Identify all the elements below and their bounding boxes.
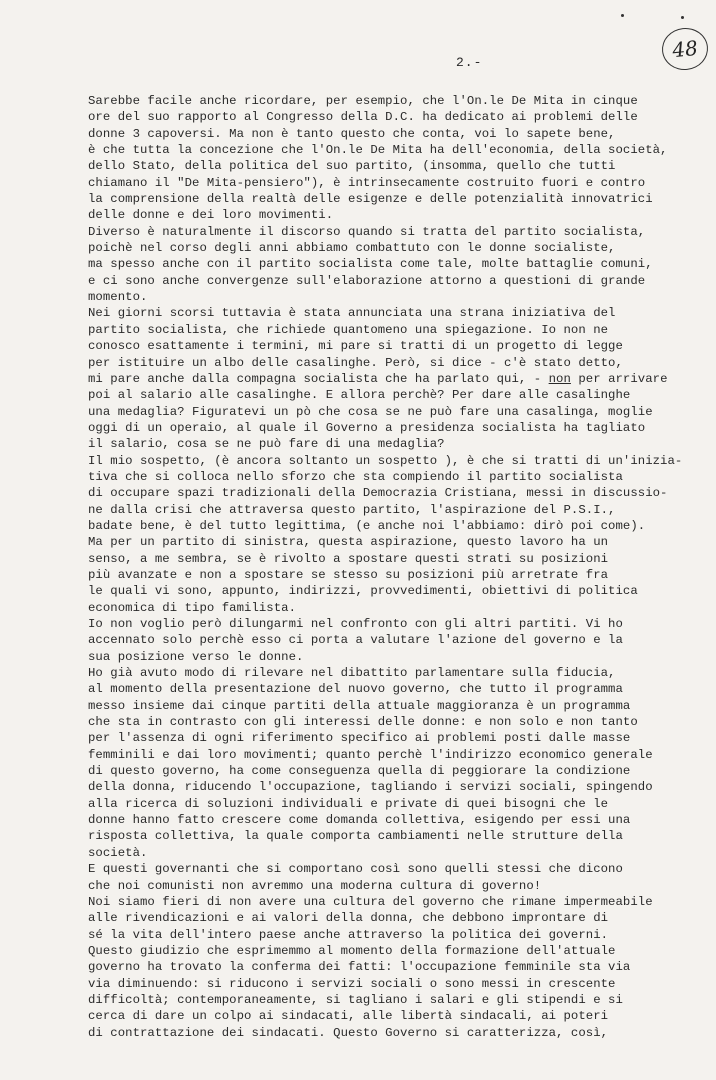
text-line: Questo giudizio che esprimemmo al momento della formazione dell'attuale — [88, 943, 616, 958]
text-line: di contrattazione dei sindacati. Questo Governo si caratterizza, così, — [88, 1025, 609, 1040]
text-line: mi pare anche dalla compagna socialista che ha parlato qui, - non per arrivare — [88, 371, 668, 386]
text-line: badate bene, è del tutto legittima, (e anche noi l'abbiamo: dirò poi come). — [88, 518, 646, 533]
text-line: ore del suo rapporto al Congresso della D.C. ha dedicato ai problemi delle — [88, 110, 638, 125]
text-line: accennato solo perchè esso ci porta a valutare l'azione del governo e la — [88, 633, 623, 648]
text-line: conosco esattamente i termini, mi pare si tratti di un progetto di legge — [88, 339, 623, 354]
text-line: la comprensione della realtà delle esigenze e delle potenzialità innovatrici — [88, 192, 653, 207]
text-line: partito socialista, che richiede quantomeno una spiegazione. Io non ne — [88, 322, 609, 337]
text-line: oggi di un operaio, al quale il Governo a presidenza socialista ha tagliato — [88, 420, 646, 435]
text-line: che sta in contrasto con gli interessi delle donne: e non solo e non tanto — [88, 715, 638, 730]
text-line: momento. — [88, 290, 148, 305]
text-line: Sarebbe facile anche ricordare, per esempio, che l'On.le De Mita in cinque — [88, 94, 638, 108]
text-line: alla ricerca di soluzioni individuali e private di quei bisogni che le — [88, 796, 609, 811]
text-line: messo insieme dai cinque partiti della attuale maggioranza è un programma — [88, 698, 631, 713]
archive-number-stamp: 48 — [660, 26, 710, 73]
text-line: cerca di dare un colpo ai sindacati, alle libertà sindacali, ai poteri — [88, 1009, 609, 1024]
text-line: Ma per un partito di sinistra, questa aspirazione, questo lavoro ha un — [88, 535, 609, 550]
text-line: di occupare spazi tradizionali della Democrazia Cristiana, messi in discussio- — [88, 486, 668, 501]
text-line: chiamano il "De Mita-pensiero"), è intrinsecamente costruito fuori e contro — [88, 175, 646, 190]
text-line: economica di tipo familista. — [88, 600, 297, 615]
text-line: Noi siamo fieri di non avere una cultura del governo che rimane impermeabile — [88, 894, 653, 909]
text-line: le quali vi sono, appunto, indirizzi, provvedimenti, obiettivi di politica — [88, 584, 638, 599]
text-line: donne 3 capoversi. Ma non è tanto questo che conta, voi lo sapete bene, — [88, 126, 616, 141]
text-line: sua posizione verso le donne. — [88, 649, 304, 664]
text-line: per istituire un albo delle casalinghe. Però, si dice - c'è stato detto, — [88, 355, 623, 370]
text-line: una medaglia? Figuratevi un pò che cosa se ne può fare una casalinga, moglie — [88, 404, 653, 419]
text-line: società. — [88, 845, 148, 860]
text-line: è che tutta la concezione che l'On.le De Mita ha dell'economia, della società, — [88, 143, 668, 158]
text-line: E questi governanti che si comportano così sono quelli stessi che dicono — [88, 862, 623, 877]
text-line: delle donne e dei loro movimenti. — [88, 208, 334, 223]
text-line: della donna, riducendo l'occupazione, tagliando i servizi sociali, spingendo — [88, 780, 653, 795]
ink-speck — [621, 14, 624, 17]
text-line: difficoltà; contemporaneamente, si tagliano i salari e gli stipendi e si — [88, 992, 623, 1007]
text-line: al momento della presentazione del nuovo governo, che tutto il programma — [88, 682, 623, 697]
text-line: via diminuendo: si riducono i servizi sociali o sono messi in crescente — [88, 976, 616, 991]
page-number: 2.- — [456, 55, 483, 70]
text-line: risposta collettiva, la quale comporta cambiamenti nelle strutture della — [88, 829, 623, 844]
typewritten-body — [88, 93, 688, 1041]
text-line: dello Stato, della politica del suo partito, (insomma, quello che tutti — [88, 159, 616, 174]
text-line: per l'assenza di ogni riferimento specifico ai problemi posti dalle masse — [88, 731, 631, 746]
text-line: poi al salario alle casalinghe. E allora perchè? Per dare alle casalinghe — [88, 388, 631, 403]
text-line: femminili e dai loro movimenti; quanto perchè l'indirizzo economico generale — [88, 747, 653, 762]
text-line: tiva che si colloca nello sforzo che sta compiendo il partito socialista — [88, 469, 623, 484]
text-line: Nei giorni scorsi tuttavia è stata annunciata una strana iniziativa del — [88, 306, 616, 321]
text-line: e ci sono anche convergenze sull'elaborazione attorno a questioni di grande — [88, 273, 646, 288]
text-line: Ho già avuto modo di rilevare nel dibattito parlamentare sulla fiducia, — [88, 666, 616, 681]
text-line: poichè nel corso degli anni abbiamo combattuto con le donne socialiste, — [88, 241, 616, 256]
text-line: alle rivendicazioni e ai valori della donna, che debbono improntare di — [88, 911, 609, 926]
text-line: senso, a me sembra, se è rivolto a spostare questi strati su posizioni — [88, 551, 609, 566]
text-line: donne hanno fatto crescere come domanda collettiva, esigendo per essi una — [88, 813, 631, 828]
text-line: governo ha trovato la conferma dei fatti: l'occupazione femminile sta via — [88, 960, 631, 975]
text-line: Diverso è naturalmente il discorso quando si tratta del partito socialista, — [88, 224, 646, 239]
text-line: che noi comunisti non avremmo una moderna cultura di governo! — [88, 878, 542, 893]
text-line: più avanzate e non a spostare se stesso su posizioni più arretrate fra — [88, 567, 609, 582]
text-line: ne dalla crisi che attraversa questo partito, l'aspirazione del P.S.I., — [88, 502, 616, 517]
underlined-word: non — [548, 371, 571, 386]
text-line: il salario, cosa se ne può fare di una medaglia? — [88, 437, 445, 452]
text-line: Io non voglio però dilungarmi nel confronto con gli altri partiti. Vi ho — [88, 617, 623, 631]
text-line: ma spesso anche con il partito socialista come tale, molte battaglie comuni, — [88, 257, 653, 272]
text-line: Il mio sospetto, (è ancora soltanto un sospetto ), è che si tratti di un'inizia- — [88, 453, 683, 468]
text-line: sé la vita dell'intero paese anche attraverso la politica dei governi. — [88, 927, 609, 942]
text-line: di questo governo, ha come conseguenza quella di peggiorare la condizione — [88, 764, 631, 779]
ink-speck — [681, 16, 684, 19]
